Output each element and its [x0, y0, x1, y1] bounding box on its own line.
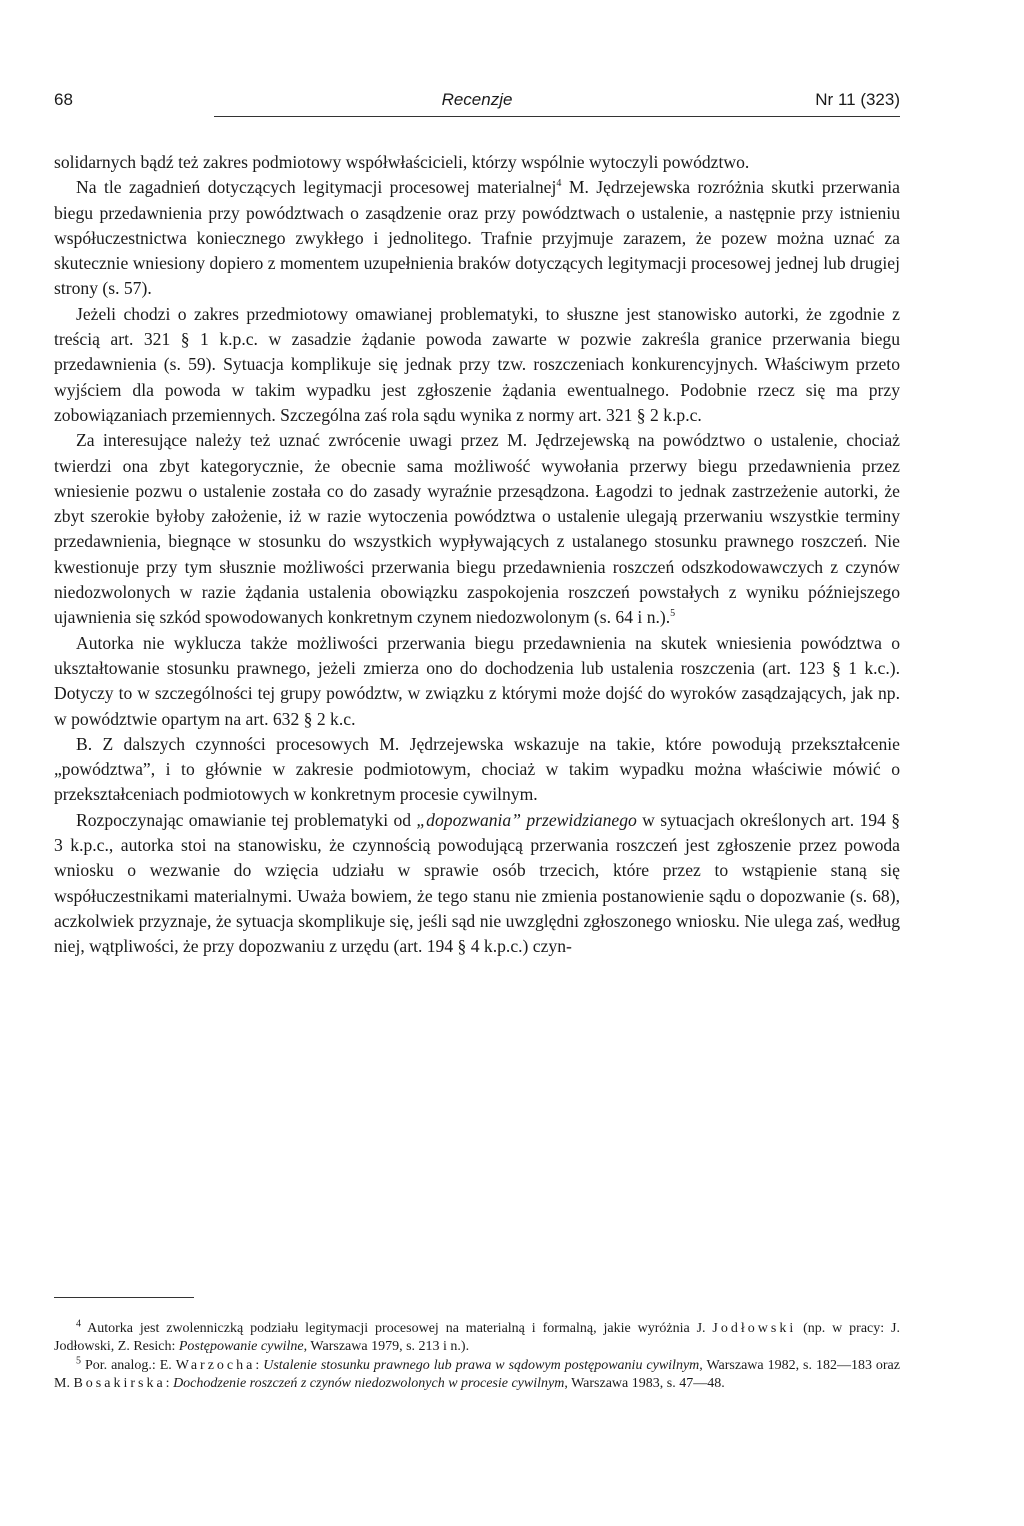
footnote-text: : [165, 1376, 174, 1392]
work-title: Dochodzenie roszczeń z czynów niedozwolonych w procesie cywilnym [173, 1376, 565, 1392]
paragraph: Autorka nie wyklucza także możliwości przerwania biegu przedawnienia na skutek wniesienia powództwa o ukształtowanie stosunku prawnego, jeżeli zmierza ono do dochodzenia lub ustalenia roszczenia (art. 123 § 1 k.c.). Dotyczy to w szczególności tej grupy powództw, w związku z którymi może dojść do wyroków zasądzających, jak np. w powództwie opartym na art. 632 § 2 k.c. [54, 632, 900, 729]
paragraph: Jeżeli chodzi o zakres przedmiotowy omawianej problematyki, to słuszne jest stanowisko autorki, że zgodnie z treścią art. 321 § 1 k.p.c. w zasadzie żądanie powoda zawarte w pozwie zakreśla granice przerwania biegu przedawnienia (s. 59). Sytuacja komplikuje się jednak przy tzw. roszczeniach konkurencyjnych. Właściwym przeto wyjściem dla powoda w takim wypadku jest zgłoszenie żądania ewentualnego. Podobnie rzecz się ma przy zobowiązaniach przemiennych. Szczególna zaś rola sądu wynika z normy art. 321 § 2 k.p.c. [54, 303, 900, 425]
running-header [54, 90, 900, 122]
footnote-text: : [255, 1357, 264, 1373]
footnote-rule [54, 1297, 194, 1298]
footnote-reference: 4 [556, 178, 562, 190]
author-name: Warzocha [175, 1357, 256, 1373]
footnote-text: , Warszawa 1982, s. 182—183 oraz M. [54, 1357, 900, 1392]
paragraph [54, 175, 900, 301]
footnote-text: Autorka jest zwolenniczką podziału legitymacji procesowej na materialną i formalną, jakie wyróżnia J. [81, 1321, 713, 1336]
footnote [54, 1357, 900, 1394]
paragraph: B. Z dalszych czynności procesowych M. Jędrzejewska wskazuje na takie, które powodują przekształcenie „powództwa”, i to głównie w zakresie podmiotowym, chociaż w takim wypadku można właściwie mówić o przekształceniach podmiotowych w konkretnym procesie cywilnym. [54, 733, 900, 805]
issue-number: Nr 11 (323) [815, 90, 900, 109]
work-title: Postępowanie cywilne [178, 1339, 304, 1355]
italic-phrase: „dopozwania” przewidzianego [416, 809, 637, 830]
author-name: Bosakirska [73, 1376, 166, 1392]
paragraph-text: M. Jędrzejewska rozróżnia skutki przerwania biegu przedawnienia przy powództwach o zasądzenie oraz przy powództwach o ustalenie, a następnie przy istnieniu współuczestnictwa koniecznego zwykłego i jednolitego. Trafnie przyjmuje zarazem, że pozew można uznać za skutecznie wniesiony dopiero z momentem uzupełnienia braków dotyczących legitymacji procesowej jednej lub drugiej strony (s. 57). [54, 177, 900, 299]
footnote-number: 5 [76, 1355, 81, 1367]
footnotes [54, 1320, 900, 1394]
paragraph [54, 428, 900, 630]
footnote-text: (np. w pracy: J. Jodłowski, Z. Resich: [54, 1321, 900, 1355]
footnote-reference: 5 [670, 608, 676, 620]
section-title: Recenzje [441, 90, 513, 109]
paragraph [54, 808, 900, 960]
footnote-number: 4 [76, 1318, 81, 1330]
footnote-text: , Warszawa 1983, s. 47—48. [564, 1376, 725, 1392]
paragraph-text: Na tle zagadnień dotyczących legitymacji procesowej materialnej [76, 177, 557, 198]
footnote [54, 1320, 900, 1357]
work-title: Ustalenie stosunku prawnego lub prawa w sądowym postępowaniu cywilnym [263, 1357, 700, 1373]
paragraph-text: Rozpoczynając omawianie tej problematyki od [76, 809, 417, 830]
header-rule [214, 116, 900, 117]
main-text [54, 150, 900, 960]
page-number: 68 [54, 90, 73, 109]
footnote-text: Por. analog.: E. [81, 1357, 176, 1373]
paragraph-text: w sytuacjach określonych art. 194 § 3 k.p.c., autorka stoi na stanowisku, że czynnością powodującą przerwania roszczeń jest zgłoszenie przez powoda wniosku o wezwanie do wzięcia udziału w sprawie osób trzecich, które przez to wstąpienie staną się współuczestnikami materialnymi. Uważa bowiem, że tego stanu nie zmienia postanowienie sądu o dopozwanie (s. 68), aczkolwiek przyznaje, że sytuacja skomplikuje się, jeśli sąd nie uwzględni zgłoszonego wniosku. Nie ulega zaś, według niej, wątpliwości, że przy dopozwaniu z urzędu (art. 194 § 4 k.p.c.) czyn- [54, 809, 900, 957]
paragraph: solidarnych bądź też zakres podmiotowy współwłaścicieli, którzy wspólnie wytoczyli powództwo. [54, 152, 750, 172]
paragraph-text: Za interesujące należy też uznać zwrócenie uwagi przez M. Jędrzejewską na powództwo o ustalenie, chociaż twierdzi ona zbyt kategorycznie, że obecnie sama możliwość wywołania przerwy biegu przedawnienia przez wniesienie pozwu o ustalenie została co do zasady wyraźnie przesądzona. Łagodzi to jednak zastrzeżenie autorki, że zbyt szerokie byłoby założenie, iż w razie wytoczenia powództwa o ustalenie ulegają przerwaniu wszystkie terminy przedawnienia, biegnące w stosunku do wszystkich wypływających z ustalanego stosunku prawnego roszczeń. Nie kwestionuje przy tym słusznie możliwości przerwania biegu przedawnienia roszczeń odszkodowawczych z czynów niedozwolonych w razie żądania ustalenia obowiązku zaspokojenia roszczeń powstałych z wyniku późniejszego ujawnienia się szkód spowodowanych konkretnym czynem niedozwolonym (s. 64 i n.). [54, 430, 900, 628]
footnote-text: , Warszawa 1979, s. 213 i n.). [303, 1339, 470, 1355]
author-name: Jodłowski [712, 1321, 797, 1336]
